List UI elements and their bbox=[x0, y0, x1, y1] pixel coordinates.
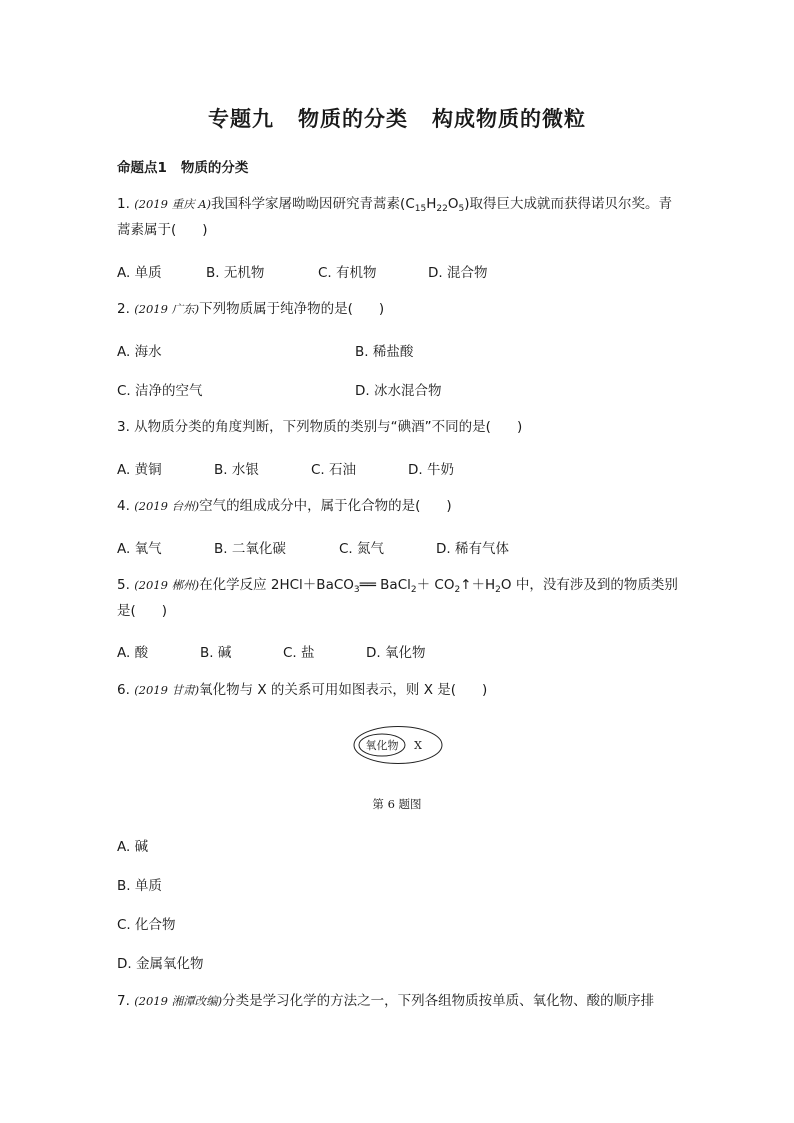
outer-label: X bbox=[414, 739, 422, 752]
question-6-option-a: A. 碱 bbox=[117, 839, 149, 855]
question-6-stem: 6. (2019 甘肃)氧化物与 X 的关系可用如图表示，则 X 是( ) bbox=[117, 682, 488, 698]
question-3-option-a: A. 黄铜 bbox=[117, 462, 162, 478]
question-3-option-c: C. 石油 bbox=[311, 462, 357, 478]
question-1-line-2: 蒿素属于( ) bbox=[117, 222, 208, 238]
question-3-option-d: D. 牛奶 bbox=[408, 462, 454, 478]
inner-label: 氧化物 bbox=[365, 739, 399, 752]
question-1-option-b: B. 无机物 bbox=[206, 265, 265, 281]
question-5-source: (2019 郴州) bbox=[134, 578, 200, 592]
question-7-source: (2019 湘潭改编) bbox=[134, 994, 223, 1008]
question-1-option-d: D. 混合物 bbox=[428, 265, 488, 281]
question-6-option-d: D. 金属氧化物 bbox=[117, 956, 204, 972]
question-2-option-a: A. 海水 bbox=[117, 344, 162, 360]
question-4-source: (2019 台州) bbox=[134, 499, 200, 513]
question-4-option-d: D. 稀有气体 bbox=[436, 541, 509, 557]
question-7-stem: 7. (2019 湘潭改编)分类是学习化学的方法之一，下列各组物质按单质、氧化物、酸的顺序排 bbox=[117, 993, 655, 1009]
question-2-option-c: C. 洁净的空气 bbox=[117, 383, 203, 399]
question-5-line-2: 是( ) bbox=[117, 603, 168, 619]
question-5-option-d: D. 氧化物 bbox=[366, 645, 426, 661]
question-3-option-b: B. 水银 bbox=[214, 462, 259, 478]
title-part-3: 构成物质的微粒 bbox=[432, 107, 586, 131]
question-2-source: (2019 广东) bbox=[134, 302, 200, 316]
question-4-stem: 4. (2019 台州)空气的组成成分中，属于化合物的是( ) bbox=[117, 498, 452, 514]
question-4-option-b: B. 二氧化碳 bbox=[214, 541, 286, 557]
question-1-option-c: C. 有机物 bbox=[318, 265, 377, 281]
question-6-option-c: C. 化合物 bbox=[117, 917, 176, 933]
question-1-line-1: 1. (2019 重庆 A)我国科学家屠呦呦因研究青蒿素$(C_{15}H_{22}O_5)$取得巨大成就而获得诺贝尔奖。青 bbox=[117, 196, 672, 214]
question-2-option-d: D. 冰水混合物 bbox=[355, 383, 442, 399]
section-label: 命题点1 bbox=[117, 160, 167, 176]
question-2-option-b: B. 稀盐酸 bbox=[355, 344, 414, 360]
question-4-option-a: A. 氧气 bbox=[117, 541, 162, 557]
question-5-option-a: A. 酸 bbox=[117, 645, 149, 661]
question-6-option-b: B. 单质 bbox=[117, 878, 162, 894]
question-5-line-1: 5. (2019 郴州)在化学反应 2HCl＋BaCO$_3$══ BaCl$_2$＋ $CO_2↑+H_2O$ 中，没有涉及到的物质类别 bbox=[117, 577, 678, 595]
question-1-option-a: A. 单质 bbox=[117, 265, 162, 281]
question-2-stem: 2. (2019 广东)下列物质属于纯净物的是( ) bbox=[117, 301, 385, 317]
page-title bbox=[0, 103, 794, 133]
question-1-source: (2019 重庆 A) bbox=[134, 197, 212, 211]
question-3-stem: 3. 从物质分类的角度判断，下列物质的类别与“碘酒”不同的是( ) bbox=[117, 419, 523, 435]
venn-diagram bbox=[353, 725, 443, 765]
section-name: 物质的分类 bbox=[180, 160, 249, 176]
question-5-option-b: B. 碱 bbox=[200, 645, 232, 661]
question-4-option-c: C. 氮气 bbox=[339, 541, 385, 557]
title-part-2: 物质的分类 bbox=[298, 107, 408, 131]
figure-caption: 第 6 题图 bbox=[372, 797, 422, 811]
section-heading bbox=[117, 156, 248, 176]
question-5-option-c: C. 盐 bbox=[283, 645, 315, 661]
title-part-1: 专题九 bbox=[208, 107, 274, 131]
question-6-source: (2019 甘肃) bbox=[134, 683, 200, 697]
